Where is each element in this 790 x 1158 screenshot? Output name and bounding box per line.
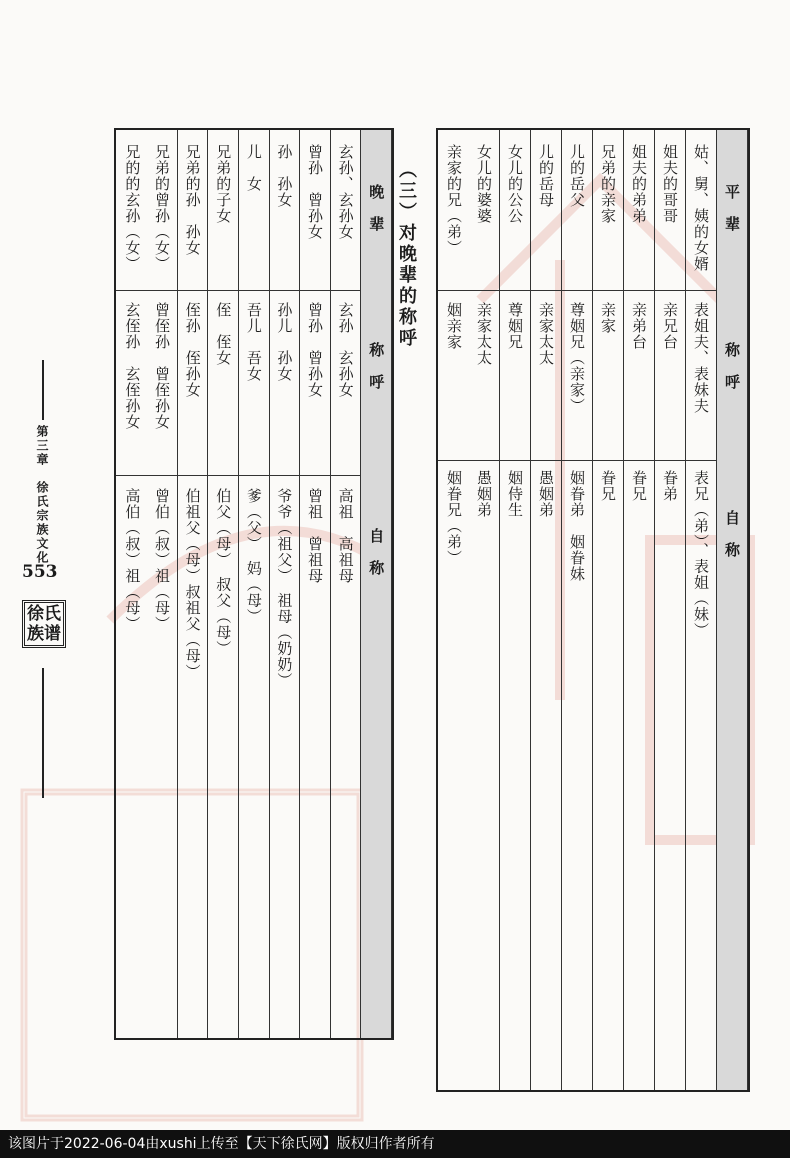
address-cell: 姻亲家 <box>445 302 463 350</box>
header-cell: 自 称 <box>367 528 386 576</box>
relation-cell: 姐夫的哥哥 <box>661 144 679 224</box>
relation-cell: 兄的的玄孙（女） <box>123 144 142 272</box>
footer-bar <box>0 1130 790 1158</box>
address-cell: 侄 侄女 <box>214 302 233 366</box>
address-cell: 亲家 <box>599 302 617 334</box>
address-cell: 亲兄台 <box>661 302 679 350</box>
self-address-cell: 爹（父） 妈（母） <box>244 488 263 625</box>
relation-cell: 兄弟的孙 孙女 <box>183 144 202 256</box>
table-row <box>269 130 301 1038</box>
section-title: （三）对晚辈的称呼 <box>396 160 417 349</box>
self-address-cell: 表兄（弟）、表姐（妹） <box>692 470 710 639</box>
self-address-cell: 姻眷兄（弟） <box>445 470 463 566</box>
header-cell: 平 辈 <box>723 184 741 232</box>
page-number: 553 <box>22 562 58 582</box>
address-cell: 亲家太太 <box>537 302 555 366</box>
self-address-cell: 曾伯（叔）祖（母） <box>153 488 172 632</box>
margin-rule <box>42 668 44 798</box>
relation-cell: 兄弟的曾孙（女） <box>153 144 172 272</box>
table-row <box>177 130 209 1038</box>
table-row <box>561 130 593 1090</box>
relation-cell: 女儿的公公 <box>506 144 524 224</box>
header-column <box>360 130 392 1038</box>
address-cell: 尊姻兄（亲家） <box>568 302 586 414</box>
self-address-cell: 姻眷弟 姻眷妹 <box>568 470 586 582</box>
self-address-cell: 高伯（叔）祖（母） <box>123 488 142 632</box>
address-cell: 曾侄孙 曾侄孙女 <box>153 302 172 430</box>
logo-text: 徐氏族谱 <box>27 604 61 644</box>
self-address-cell: 伯父（母） 叔父（母） <box>214 488 233 657</box>
table-row <box>623 130 655 1090</box>
self-address-cell: 伯祖父（母）叔祖父（母） <box>183 488 202 680</box>
table-row <box>238 130 270 1038</box>
header-column <box>716 130 748 1090</box>
relation-cell: 姑、舅、姨的女婿 <box>692 144 710 272</box>
table-row <box>299 130 331 1038</box>
address-cell: 孙儿 孙女 <box>275 302 294 382</box>
relation-cell: 曾孙 曾孙女 <box>306 144 325 240</box>
table-row <box>330 130 362 1038</box>
header-cell: 称 呼 <box>723 342 741 390</box>
address-cell: 玄孙 玄孙女 <box>336 302 355 398</box>
table-row <box>438 130 469 1090</box>
self-address-cell: 愚姻弟 <box>475 470 493 518</box>
address-cell: 玄侄孙 玄侄孙女 <box>123 302 142 430</box>
self-address-cell: 曾祖 曾祖母 <box>306 488 325 584</box>
self-address-cell: 姻侍生 <box>506 470 524 518</box>
table-row <box>685 130 717 1090</box>
address-cell: 表姐夫、表妹夫 <box>692 302 710 414</box>
header-cell: 称 呼 <box>367 342 386 390</box>
table-row <box>592 130 624 1090</box>
relation-cell: 姐夫的弟弟 <box>630 144 648 224</box>
table-row <box>117 130 148 1038</box>
address-cell: 吾儿 吾女 <box>244 302 263 382</box>
relation-cell: 亲家的兄（弟） <box>445 144 463 256</box>
address-cell: 曾孙 曾孙女 <box>306 302 325 398</box>
self-address-cell: 眷兄 <box>630 470 648 502</box>
margin-rule <box>42 360 44 420</box>
relation-cell: 女儿的婆婆 <box>475 144 493 224</box>
self-address-cell: 眷兄 <box>599 470 617 502</box>
relation-cell: 兄弟的亲家 <box>599 144 617 224</box>
footer-text: 该图片于2022-06-04由xushi上传至【天下徐氏网】版权归作者所有 <box>8 1136 435 1152</box>
relation-cell: 孙 孙女 <box>275 144 294 208</box>
table-row <box>530 130 562 1090</box>
header-cell: 晚 辈 <box>367 184 386 232</box>
header-cell: 自 称 <box>723 510 741 558</box>
self-address-cell: 高祖 高祖母 <box>336 488 355 584</box>
right-table <box>436 128 750 1092</box>
table-row <box>146 130 178 1038</box>
table-row <box>207 130 239 1038</box>
address-cell: 亲弟台 <box>630 302 648 350</box>
address-cell: 侄孙 侄孙女 <box>183 302 202 398</box>
self-address-cell: 眷弟 <box>661 470 679 502</box>
left-table <box>114 128 394 1040</box>
relation-cell: 儿的岳父 <box>568 144 586 208</box>
relation-cell: 儿的岳母 <box>537 144 555 208</box>
address-cell: 亲家太太 <box>475 302 493 366</box>
chapter-label: 第三章 徐氏宗族文化 <box>35 425 49 565</box>
self-address-cell: 愚姻弟 <box>537 470 555 518</box>
relation-cell: 兄弟的子女 <box>214 144 233 224</box>
address-cell: 尊姻兄 <box>506 302 524 350</box>
self-address-cell: 爷爷（祖父） 祖母（奶奶） <box>275 488 294 689</box>
table-row <box>499 130 531 1090</box>
relation-cell: 玄孙、玄孙女 <box>336 144 355 240</box>
table-row <box>468 130 500 1090</box>
logo <box>22 600 66 648</box>
table-row <box>654 130 686 1090</box>
relation-cell: 儿 女 <box>244 144 263 192</box>
